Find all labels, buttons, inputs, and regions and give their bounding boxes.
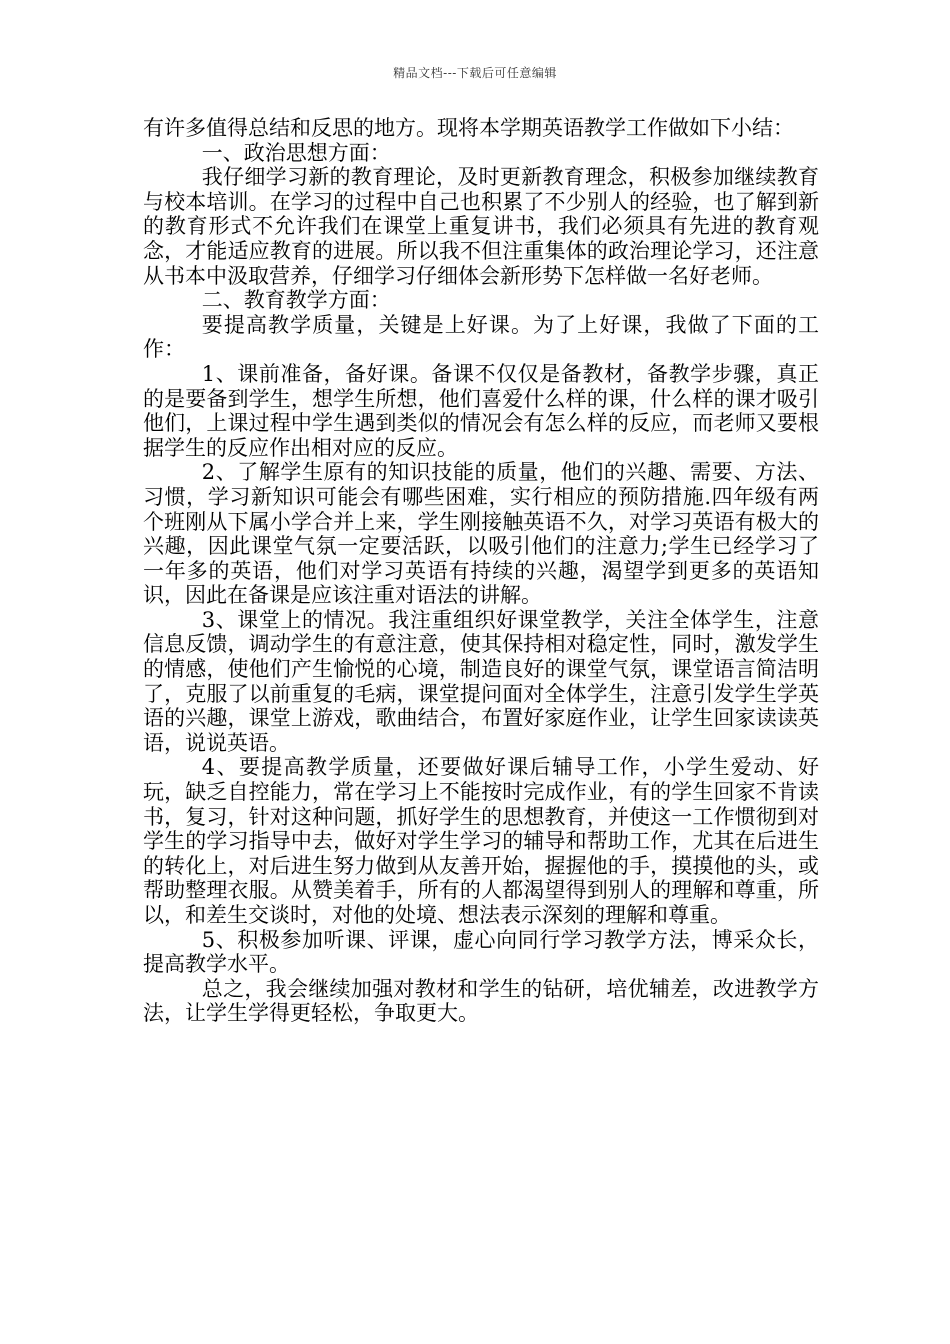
paragraph-intro: 有许多值得总结和反思的地方。现将本学期英语教学工作做如下小结： — [143, 116, 794, 140]
paragraph-item-4: 4、要提高教学质量，还要做好课后辅导工作，小学生爱动、好玩，缺乏自控能力，常在学习上不能按时完成作业，有的学生回家不肯读书，复习，针对这种问题，抓好学生的思想教育，并使这一工作惯彻到对学生的学习指导中去，做好对学生学习的辅导和帮助工作，尤其在后进生的转化上，对后进生努力做到从友善开始，握握他的手，摸摸他的头，或帮助整理衣服。从赞美着手，所有的人都渴望得到别人的理解和尊重，所以，和差生交谈时，对他的处境、想法表示深刻的理解和尊重。 — [143, 755, 819, 927]
paragraph-item-2: 2、了解学生原有的知识技能的质量，他们的兴趣、需要、方法、习惯，学习新知识可能会有哪些困难，实行相应的预防措施.四年级有两个班刚从下属小学合并上来，学生刚接触英语不久，对学习英语有极大的兴趣，因此课堂气氛一定要活跃，以吸引他们的注意力;学生已经学习了一年多的英语，他们对学习英语有持续的兴趣，渴望学到更多的英语知识，因此在备课是应该注重对语法的讲解。 — [143, 460, 819, 608]
paragraph-conclusion: 总之，我会继续加强对教材和学生的钻研，培优辅差，改进教学方法，让学生学得更轻松，争取更大。 — [143, 976, 819, 1026]
paragraph-item-5: 5、积极参加听课、评课，虚心向同行学习教学方法，博采众长，提高教学水平。 — [143, 927, 819, 977]
paragraph-item-1: 1、课前准备，备好课。备课不仅仅是备教材，备教学步骤，真正的是要备到学生，想学生所想，他们喜爱什么样的课，什么样的课才吸引他们，上课过程中学生遇到类似的情况会有怎么样的反应，而老师又要根据学生的反应作出相对应的反应。 — [143, 361, 819, 460]
heading-political: 一、政治思想方面： — [201, 140, 391, 165]
paragraph-teaching-intro: 要提高教学质量，关键是上好课。为了上好课，我做了下面的工作： — [143, 312, 819, 362]
heading-teaching: 二、教育教学方面： — [201, 288, 391, 313]
document-body — [143, 116, 819, 1026]
paragraph-political: 我仔细学习新的教育理论，及时更新教育理念，积极参加继续教育与校本培训。在学习的过程中自己也积累了不少别人的经验，也了解到新的教育形式不允许我们在课堂上重复讲书，我们必须具有先进的教育观念，才能适应教育的进展。所以我不但注重集体的政治理论学习，还注意从书本中汲取营养，仔细学习仔细体会新形势下怎样做一名好老师。 — [143, 165, 819, 288]
paragraph-item-3: 3、课堂上的情况。我注重组织好课堂教学，关注全体学生，注意信息反馈，调动学生的有意注意，使其保持相对稳定性，同时，激发学生的情感，使他们产生愉悦的心境，制造良好的课堂气氛，课堂语言简洁明了，克服了以前重复的毛病，课堂提问面对全体学生，注意引发学生学英语的兴趣，课堂上游戏，歌曲结合，布置好家庭作业，让学生回家读读英语，说说英语。 — [143, 607, 819, 755]
page-header: 精品文档---下载后可任意编辑 — [393, 66, 557, 80]
